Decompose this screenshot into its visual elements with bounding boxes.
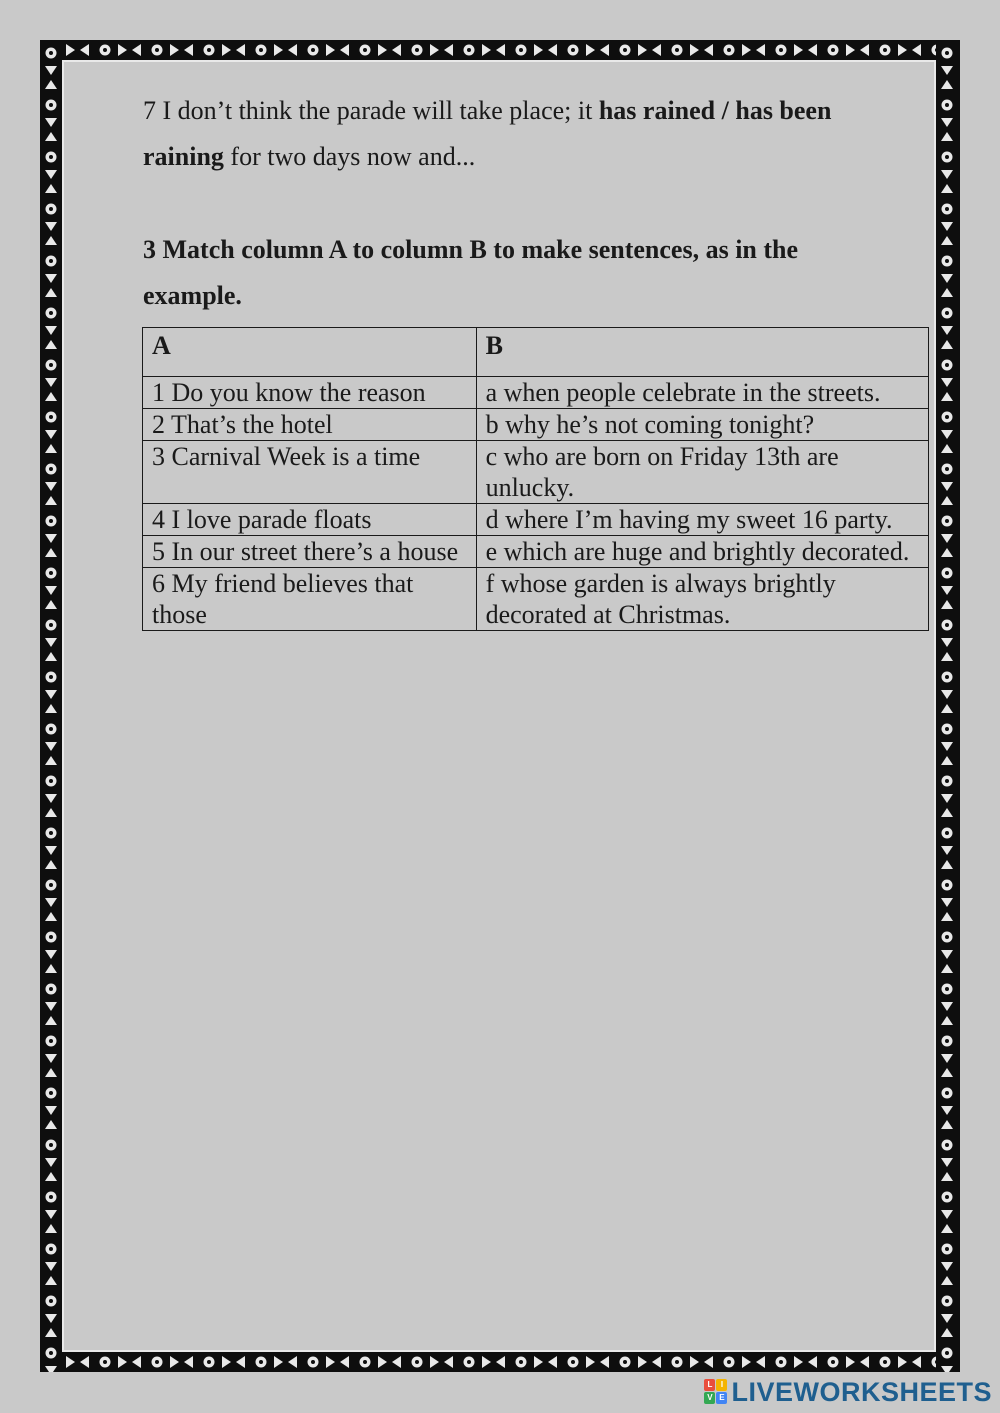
logo-text: LIVEWORKSHEETS — [731, 1376, 992, 1407]
ornamental-border-left — [40, 40, 62, 1372]
logo-tile: L — [704, 1379, 715, 1391]
column-b-cell: a when people celebrate in the streets. — [476, 377, 928, 409]
column-a-cell: 4 I love parade floats — [143, 504, 477, 536]
liveworksheets-logo[interactable] — [704, 1375, 992, 1409]
logo-icon — [704, 1379, 728, 1405]
table-row — [143, 409, 929, 441]
exercise-7-text-start: 7 I don’t think the parade will take place; it — [143, 96, 599, 125]
column-b-cell: e which are huge and brightly decorated. — [476, 536, 928, 568]
exercise-7-text-end: for two days now and... — [223, 142, 476, 171]
exercise-3-heading-line1: 3 Match column A to column B to make sentences, as in the — [143, 235, 799, 264]
column-a-cell: 1 Do you know the reason — [143, 377, 477, 409]
column-a-cell: 2 That’s the hotel — [143, 409, 477, 441]
table-row — [143, 568, 929, 631]
logo-tile: E — [716, 1392, 727, 1404]
column-a-cell: 5 In our street there’s a house — [143, 536, 477, 568]
column-b-cell: f whose garden is always brightly decorated at Christmas. — [476, 568, 928, 631]
column-b-cell: d where I’m having my sweet 16 party. — [476, 504, 928, 536]
exercise-7-choice-part2: raining — [143, 142, 224, 171]
exercise-3-heading-line2: example. — [143, 281, 242, 310]
exercise-7-choice-part1: has rained / has been — [598, 96, 832, 125]
column-a-cell: 6 My friend believes that those — [143, 568, 477, 631]
logo-tile: V — [704, 1392, 715, 1404]
exercise-3-heading — [143, 227, 873, 319]
column-b-header: B — [476, 328, 928, 377]
exercise-7-sentence — [143, 88, 873, 180]
table-row — [143, 536, 929, 568]
ornamental-border-right — [936, 40, 960, 1372]
table-row — [143, 504, 929, 536]
matching-table — [142, 327, 929, 631]
table-row — [143, 441, 929, 504]
column-a-cell: 3 Carnival Week is a time — [143, 441, 477, 504]
column-a-header: A — [143, 328, 477, 377]
table-header-row — [143, 328, 929, 377]
column-b-cell: b why he’s not coming tonight? — [476, 409, 928, 441]
ornamental-border-top — [40, 40, 960, 60]
ornamental-border-bottom — [40, 1352, 960, 1372]
table-row — [143, 377, 929, 409]
logo-tile: I — [716, 1379, 727, 1391]
column-b-cell: c who are born on Friday 13th are unlucky. — [476, 441, 928, 504]
